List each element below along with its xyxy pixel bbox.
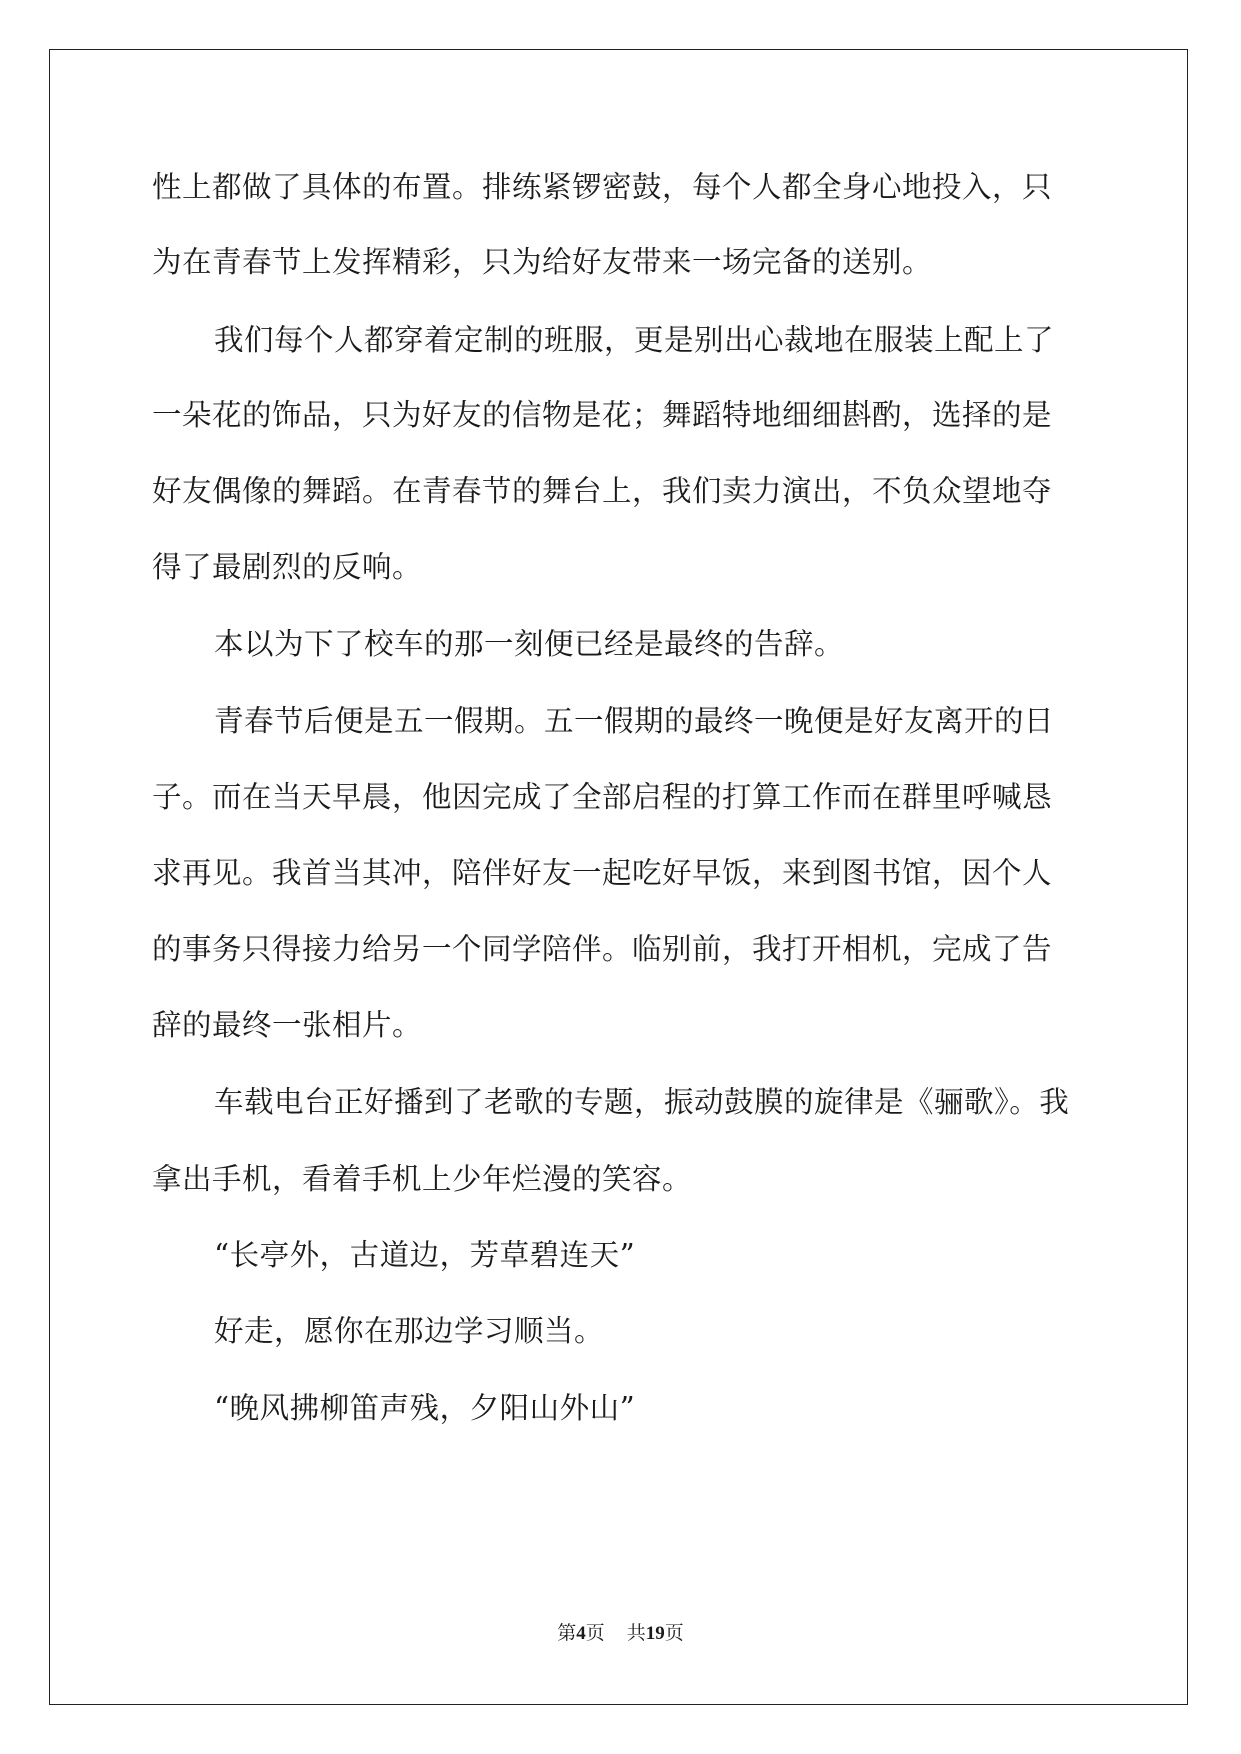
paragraph-start-line: 我们每个人都穿着定制的班服，更是别出心裁地在服装上配上了 [214, 323, 1055, 357]
paragraph-start-line: 车载电台正好播到了老歌的专题，振动鼓膜的旋律是《骊歌》。我 [214, 1085, 1070, 1119]
text-line: 性上都做了具体的布置。排练紧锣密鼓，每个人都全身心地投入，只 [152, 170, 1053, 204]
page-footer [0, 1622, 1241, 1646]
total-prefix: 共 [626, 1623, 646, 1644]
text-line: 拿出手机，看着手机上少年烂漫的笑容。 [152, 1162, 693, 1196]
quote-line: “晚风拂柳笛声残，夕阳山外山” [214, 1391, 636, 1425]
quote-line: “长亭外，古道边，芳草碧连天” [214, 1238, 636, 1272]
text-line: 求再见。我首当其冲，陪伴好友一起吃好早饭，来到图书馆，因个人 [152, 856, 1053, 890]
text-line: 辞的最终一张相片。 [152, 1008, 423, 1042]
text-line: 为在青春节上发挥精彩，只为给好友带来一场完备的送别。 [152, 245, 933, 279]
page-suffix: 页 [585, 1623, 605, 1644]
page-prefix: 第 [557, 1623, 577, 1644]
text-line: 子。而在当天早晨，他因完成了全部启程的打算工作而在群里呼喊恳 [152, 780, 1053, 814]
paragraph-start-line: 青春节后便是五一假期。五一假期的最终一晚便是好友离开的日 [214, 704, 1055, 738]
total-suffix: 页 [664, 1623, 684, 1644]
text-line: 一朵花的饰品，只为好友的信物是花；舞蹈特地细细斟酌，选择的是 [152, 398, 1053, 432]
text-line: 好友偶像的舞蹈。在青春节的舞台上，我们卖力演出，不负众望地夺 [152, 474, 1053, 508]
text-line: 的事务只得接力给另一个同学陪伴。临别前，我打开相机，完成了告 [152, 932, 1053, 966]
paragraph-start-line: 好走，愿你在那边学习顺当。 [214, 1314, 605, 1348]
page-number: 4 [576, 1623, 586, 1644]
text-line: 得了最剧烈的反响。 [152, 550, 423, 584]
total-pages: 19 [645, 1623, 665, 1644]
paragraph-start-line: 本以为下了校车的那一刻便已经是最终的告辞。 [214, 627, 845, 661]
